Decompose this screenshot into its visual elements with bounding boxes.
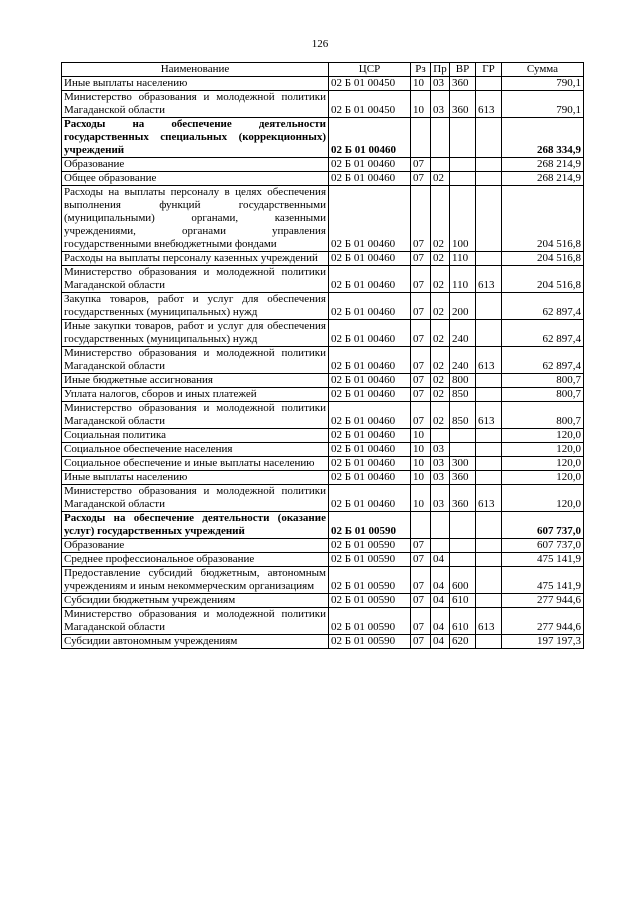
- cell-gr: [476, 252, 502, 266]
- cell-csr: 02 Б 01 00460: [329, 252, 411, 266]
- cell-rz: 07: [411, 320, 431, 347]
- cell-sum: 790,1: [502, 91, 584, 118]
- cell-name: Иные выплаты населению: [62, 471, 329, 485]
- table-row: [62, 635, 584, 649]
- cell-name: Министерство образования и молодежной политики Магаданской области: [62, 91, 329, 118]
- cell-sum: 800,7: [502, 374, 584, 388]
- cell-csr: 02 Б 01 00460: [329, 388, 411, 402]
- cell-rz: 07: [411, 266, 431, 293]
- cell-csr: 02 Б 01 00590: [329, 608, 411, 635]
- cell-name: Министерство образования и молодежной политики Магаданской области: [62, 608, 329, 635]
- cell-gr: [476, 77, 502, 91]
- cell-pr: 04: [431, 635, 450, 649]
- cell-sum: 277 944,6: [502, 608, 584, 635]
- cell-gr: [476, 457, 502, 471]
- cell-gr: 613: [476, 608, 502, 635]
- cell-gr: 613: [476, 485, 502, 512]
- cell-gr: [476, 293, 502, 320]
- cell-sum: 607 737,0: [502, 512, 584, 539]
- cell-name: Иные бюджетные ассигнования: [62, 374, 329, 388]
- cell-pr: 03: [431, 471, 450, 485]
- cell-rz: 07: [411, 172, 431, 186]
- cell-pr: 03: [431, 485, 450, 512]
- cell-rz: 10: [411, 91, 431, 118]
- cell-rz: 07: [411, 252, 431, 266]
- table-row: [62, 347, 584, 374]
- cell-csr: 02 Б 01 00590: [329, 594, 411, 608]
- cell-pr: 02: [431, 347, 450, 374]
- cell-gr: [476, 471, 502, 485]
- cell-name: Образование: [62, 539, 329, 553]
- table-row: [62, 594, 584, 608]
- cell-csr: 02 Б 01 00460: [329, 485, 411, 512]
- cell-pr: 04: [431, 608, 450, 635]
- cell-rz: 07: [411, 539, 431, 553]
- cell-vr: 200: [450, 293, 476, 320]
- cell-name: Субсидии бюджетным учреждениям: [62, 594, 329, 608]
- cell-gr: [476, 429, 502, 443]
- table-row: [62, 429, 584, 443]
- table-row: [62, 443, 584, 457]
- cell-vr: 620: [450, 635, 476, 649]
- table-row: [62, 485, 584, 512]
- cell-name: Закупка товаров, работ и услуг для обеспечения государственных (муниципальных) нужд: [62, 293, 329, 320]
- cell-csr: 02 Б 01 00460: [329, 158, 411, 172]
- cell-name: Иные закупки товаров, работ и услуг для обеспечения государственных (муниципальных) нужд: [62, 320, 329, 347]
- cell-name: Министерство образования и молодежной политики Магаданской области: [62, 266, 329, 293]
- cell-name: Социальная политика: [62, 429, 329, 443]
- cell-vr: 850: [450, 388, 476, 402]
- cell-vr: [450, 429, 476, 443]
- cell-sum: 204 516,8: [502, 252, 584, 266]
- cell-vr: 240: [450, 347, 476, 374]
- table-row: [62, 118, 584, 158]
- cell-pr: 02: [431, 186, 450, 252]
- cell-gr: 613: [476, 91, 502, 118]
- cell-pr: [431, 158, 450, 172]
- cell-name: Расходы на выплаты персоналу в целях обеспечения выполнения функций государственными (муниципальными) органами, казенными учреждениями, органами управления государственными внебюджетными фондами: [62, 186, 329, 252]
- table-row: [62, 374, 584, 388]
- cell-name: Министерство образования и молодежной политики Магаданской области: [62, 485, 329, 512]
- cell-sum: 790,1: [502, 77, 584, 91]
- cell-name: Социальное обеспечение и иные выплаты населению: [62, 457, 329, 471]
- cell-sum: 120,0: [502, 485, 584, 512]
- table-row: [62, 539, 584, 553]
- cell-rz: 07: [411, 402, 431, 429]
- table-header-row: [62, 63, 584, 77]
- cell-csr: 02 Б 01 00460: [329, 266, 411, 293]
- cell-gr: [476, 172, 502, 186]
- cell-sum: 62 897,4: [502, 347, 584, 374]
- cell-vr: 610: [450, 594, 476, 608]
- cell-vr: 360: [450, 485, 476, 512]
- cell-rz: 07: [411, 567, 431, 594]
- header-name: Наименование: [62, 63, 329, 77]
- cell-sum: 475 141,9: [502, 553, 584, 567]
- cell-vr: 110: [450, 252, 476, 266]
- cell-pr: 02: [431, 388, 450, 402]
- cell-csr: 02 Б 01 00450: [329, 91, 411, 118]
- cell-vr: 300: [450, 457, 476, 471]
- table-row: [62, 608, 584, 635]
- table-row: [62, 77, 584, 91]
- cell-sum: 62 897,4: [502, 293, 584, 320]
- cell-pr: 02: [431, 252, 450, 266]
- cell-csr: 02 Б 01 00460: [329, 320, 411, 347]
- cell-csr: 02 Б 01 00590: [329, 635, 411, 649]
- cell-name: Министерство образования и молодежной политики Магаданской области: [62, 347, 329, 374]
- cell-name: Иные выплаты населению: [62, 77, 329, 91]
- cell-sum: 277 944,6: [502, 594, 584, 608]
- cell-rz: 10: [411, 471, 431, 485]
- cell-gr: [476, 158, 502, 172]
- cell-name: Субсидии автономным учреждениям: [62, 635, 329, 649]
- cell-rz: [411, 118, 431, 158]
- cell-sum: 607 737,0: [502, 539, 584, 553]
- cell-vr: 100: [450, 186, 476, 252]
- cell-name: Предоставление субсидий бюджетным, автономным учреждениям и иным некоммерческим организациям: [62, 567, 329, 594]
- cell-pr: [431, 118, 450, 158]
- cell-pr: 04: [431, 594, 450, 608]
- cell-name: Общее образование: [62, 172, 329, 186]
- cell-csr: 02 Б 01 00460: [329, 293, 411, 320]
- cell-sum: 800,7: [502, 388, 584, 402]
- cell-pr: [431, 512, 450, 539]
- table-row: [62, 172, 584, 186]
- cell-rz: 10: [411, 485, 431, 512]
- table-row: [62, 293, 584, 320]
- cell-csr: 02 Б 01 00460: [329, 402, 411, 429]
- cell-vr: [450, 443, 476, 457]
- cell-name: Образование: [62, 158, 329, 172]
- cell-gr: [476, 553, 502, 567]
- cell-vr: 240: [450, 320, 476, 347]
- cell-name: Среднее профессиональное образование: [62, 553, 329, 567]
- table-row: [62, 512, 584, 539]
- cell-rz: 07: [411, 635, 431, 649]
- table-row: [62, 457, 584, 471]
- cell-sum: 120,0: [502, 471, 584, 485]
- cell-csr: 02 Б 01 00590: [329, 539, 411, 553]
- cell-gr: [476, 567, 502, 594]
- cell-gr: [476, 635, 502, 649]
- cell-gr: 613: [476, 402, 502, 429]
- cell-vr: 360: [450, 91, 476, 118]
- cell-name: Министерство образования и молодежной политики Магаданской области: [62, 402, 329, 429]
- cell-sum: 268 334,9: [502, 118, 584, 158]
- cell-csr: 02 Б 01 00460: [329, 172, 411, 186]
- cell-pr: 02: [431, 293, 450, 320]
- cell-pr: 04: [431, 567, 450, 594]
- budget-table: [61, 62, 584, 649]
- cell-vr: [450, 553, 476, 567]
- header-gr: ГР: [476, 63, 502, 77]
- cell-pr: 04: [431, 553, 450, 567]
- cell-vr: 360: [450, 77, 476, 91]
- cell-pr: 03: [431, 91, 450, 118]
- cell-vr: [450, 539, 476, 553]
- cell-pr: [431, 429, 450, 443]
- cell-gr: [476, 443, 502, 457]
- cell-sum: 120,0: [502, 443, 584, 457]
- cell-sum: 800,7: [502, 402, 584, 429]
- cell-rz: 07: [411, 374, 431, 388]
- header-sum: Сумма: [502, 63, 584, 77]
- cell-name: Расходы на выплаты персоналу казенных учреждений: [62, 252, 329, 266]
- cell-pr: [431, 539, 450, 553]
- cell-sum: 204 516,8: [502, 266, 584, 293]
- cell-vr: [450, 512, 476, 539]
- cell-rz: 07: [411, 347, 431, 374]
- cell-vr: [450, 172, 476, 186]
- cell-csr: 02 Б 01 00590: [329, 567, 411, 594]
- header-rz: Рз: [411, 63, 431, 77]
- cell-rz: 07: [411, 158, 431, 172]
- cell-vr: 360: [450, 471, 476, 485]
- header-pr: Пр: [431, 63, 450, 77]
- cell-pr: 02: [431, 320, 450, 347]
- cell-csr: 02 Б 01 00460: [329, 347, 411, 374]
- cell-vr: 800: [450, 374, 476, 388]
- table-row: [62, 252, 584, 266]
- table-row: [62, 567, 584, 594]
- header-csr: ЦСР: [329, 63, 411, 77]
- cell-rz: 10: [411, 443, 431, 457]
- cell-sum: 62 897,4: [502, 320, 584, 347]
- cell-csr: 02 Б 01 00460: [329, 186, 411, 252]
- table-row: [62, 553, 584, 567]
- cell-gr: 613: [476, 266, 502, 293]
- header-vr: ВР: [450, 63, 476, 77]
- cell-csr: 02 Б 01 00590: [329, 553, 411, 567]
- cell-gr: [476, 320, 502, 347]
- cell-csr: 02 Б 01 00460: [329, 374, 411, 388]
- cell-csr: 02 Б 01 00460: [329, 429, 411, 443]
- cell-name: Социальное обеспечение населения: [62, 443, 329, 457]
- cell-pr: 02: [431, 374, 450, 388]
- cell-name: Уплата налогов, сборов и иных платежей: [62, 388, 329, 402]
- cell-rz: 10: [411, 77, 431, 91]
- cell-sum: 197 197,3: [502, 635, 584, 649]
- cell-csr: 02 Б 01 00460: [329, 118, 411, 158]
- cell-vr: 850: [450, 402, 476, 429]
- cell-csr: 02 Б 01 00460: [329, 443, 411, 457]
- cell-rz: 07: [411, 553, 431, 567]
- cell-sum: 268 214,9: [502, 158, 584, 172]
- cell-rz: 07: [411, 608, 431, 635]
- cell-rz: 07: [411, 388, 431, 402]
- cell-csr: 02 Б 01 00450: [329, 77, 411, 91]
- cell-pr: 02: [431, 402, 450, 429]
- cell-vr: 600: [450, 567, 476, 594]
- cell-csr: 02 Б 01 00460: [329, 471, 411, 485]
- table-row: [62, 388, 584, 402]
- cell-vr: 110: [450, 266, 476, 293]
- cell-rz: 10: [411, 457, 431, 471]
- table-row: [62, 320, 584, 347]
- cell-rz: 07: [411, 594, 431, 608]
- cell-gr: 613: [476, 347, 502, 374]
- cell-pr: 03: [431, 457, 450, 471]
- table-row: [62, 402, 584, 429]
- cell-pr: 02: [431, 172, 450, 186]
- cell-rz: [411, 512, 431, 539]
- cell-sum: 120,0: [502, 429, 584, 443]
- cell-sum: 475 141,9: [502, 567, 584, 594]
- cell-sum: 268 214,9: [502, 172, 584, 186]
- table-row: [62, 186, 584, 252]
- table-row: [62, 91, 584, 118]
- cell-pr: 02: [431, 266, 450, 293]
- cell-rz: 07: [411, 186, 431, 252]
- cell-gr: [476, 512, 502, 539]
- cell-gr: [476, 388, 502, 402]
- cell-gr: [476, 594, 502, 608]
- cell-gr: [476, 374, 502, 388]
- table-row: [62, 158, 584, 172]
- cell-rz: 10: [411, 429, 431, 443]
- cell-vr: [450, 118, 476, 158]
- cell-rz: 07: [411, 293, 431, 320]
- cell-name: Расходы на обеспечение деятельности (оказание услуг) государственных учреждений: [62, 512, 329, 539]
- cell-vr: 610: [450, 608, 476, 635]
- cell-csr: 02 Б 01 00460: [329, 457, 411, 471]
- cell-csr: 02 Б 01 00590: [329, 512, 411, 539]
- cell-gr: [476, 118, 502, 158]
- page-number: 126: [311, 38, 329, 50]
- cell-sum: 120,0: [502, 457, 584, 471]
- cell-gr: [476, 539, 502, 553]
- table-row: [62, 471, 584, 485]
- cell-sum: 204 516,8: [502, 186, 584, 252]
- cell-gr: [476, 186, 502, 252]
- cell-pr: 03: [431, 443, 450, 457]
- table-row: [62, 266, 584, 293]
- cell-name: Расходы на обеспечение деятельности государственных специальных (коррекционных) учреждений: [62, 118, 329, 158]
- cell-pr: 03: [431, 77, 450, 91]
- cell-vr: [450, 158, 476, 172]
